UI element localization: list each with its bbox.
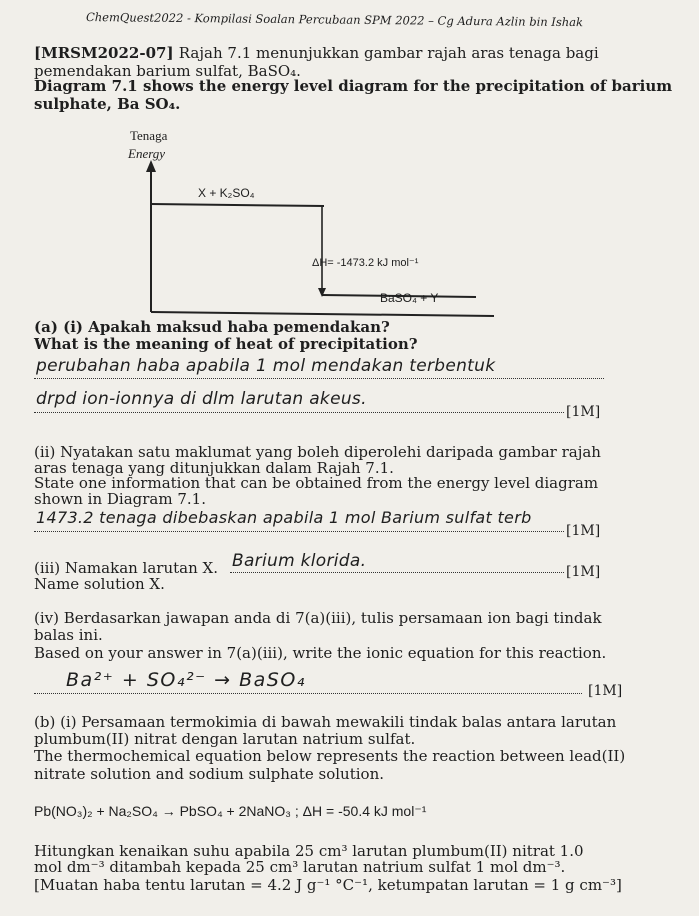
- calculation-line-3: [Muatan haba tentu larutan = 4.2 J g⁻¹ °C⁻¹, ketumpatan larutan = 1 g cm⁻³]: [34, 876, 622, 894]
- answer-a-i-line-1: perubahan haba apabila 1 mol mendakan terbentuk: [36, 356, 496, 376]
- mark-a-i: [1M]: [566, 404, 601, 420]
- answer-line: [34, 531, 564, 532]
- energy-level-diagram: [0, 0, 699, 330]
- intro-english-2: sulphate, Ba SO₄.: [34, 95, 181, 113]
- energy-label-english: Energy: [128, 146, 166, 161]
- question-a-iv-english: Based on your answer in 7(a)(iii), write the ionic equation for this reaction.: [34, 644, 607, 662]
- energy-label-malay: Tenaga: [130, 128, 168, 143]
- question-a-iii-english: [34, 575, 165, 593]
- question-a-i-malay: (a) (i) Apakah maksud haba pemendakan?: [34, 318, 390, 336]
- question-a-iii-malay: (iii) Namakan larutan X.: [34, 559, 218, 577]
- answer-a-i-line-2: drpd ion-ionnya di dlm larutan akeus.: [36, 389, 367, 409]
- reactant-level: [151, 204, 324, 206]
- intro-malay-2: pemendakan barium sulfat, BaSO₄.: [34, 62, 301, 80]
- answer-line: [230, 572, 564, 573]
- answer-a-iii: Barium klorida.: [232, 551, 367, 571]
- answer-line: [34, 693, 582, 694]
- question-code: [MRSM2022-07]: [34, 44, 174, 62]
- answer-line: [34, 412, 564, 413]
- question-a-iv-malay-2: balas ini.: [34, 626, 103, 644]
- question-a-iv-malay-1: (iv) Berdasarkan jawapan anda di 7(a)(iii), tulis persamaan ion bagi tindak: [34, 609, 602, 627]
- calculation-line-1: Hitungkan kenaikan suhu apabila 25 cm³ larutan plumbum(II) nitrat 1.0: [34, 842, 584, 860]
- question-a-ii-english-2: shown in Diagram 7.1.: [34, 490, 206, 508]
- baseline-axis: [151, 312, 494, 316]
- delta-h-label: ΔH= -1473.2 kJ mol⁻¹: [312, 257, 419, 269]
- thermochemical-equation: Pb(NO₃)₂ + Na₂SO₄ → PbSO₄ + 2NaNO₃ ; ΔH = -50.4 kJ mol⁻¹: [34, 803, 427, 819]
- question-a-ii-english-1: State one information that can be obtained from the energy level diagram: [34, 474, 599, 492]
- answer-a-iv: Ba²⁺ + SO₄²⁻ → BaSO₄: [66, 669, 306, 691]
- calculation-line-2: mol dm⁻³ ditambah kepada 25 cm³ larutan natrium sulfat 1 mol dm⁻³.: [34, 858, 566, 876]
- products-label: BaSO₄ + Y: [380, 291, 439, 305]
- intro-english-1: Diagram 7.1 shows the energy level diagram for the precipitation of barium: [34, 77, 673, 95]
- answer-line: [34, 378, 604, 379]
- page-header: ChemQuest2022 - Kompilasi Soalan Percubaan SPM 2022 – Cg Adura Azlin bin Ishak: [85, 10, 584, 30]
- mark-a-ii: [1M]: [566, 523, 601, 539]
- question-b-i-english-2: nitrate solution and sodium sulphate solution.: [34, 765, 385, 783]
- question-a-i-english: What is the meaning of heat of precipitation?: [34, 335, 418, 353]
- intro-malay-1: Rajah 7.1 menunjukkan gambar rajah aras tenaga bagi: [178, 44, 599, 62]
- mark-a-iv: [1M]: [588, 683, 623, 699]
- question-b-i-malay-1: (b) (i) Persamaan termokimia di bawah mewakili tindak balas antara larutan: [34, 713, 617, 731]
- mark-a-iii: [1M]: [566, 564, 601, 580]
- reactants-label: X + K₂SO₄: [198, 186, 255, 200]
- question-b-i-malay-2: plumbum(II) nitrat dengan larutan natrium sulfat.: [34, 730, 416, 748]
- question-b-i-english-1: The thermochemical equation below represents the reaction between lead(II): [34, 747, 626, 765]
- question-a-ii-malay-1: (ii) Nyatakan satu maklumat yang boleh diperolehi daripada gambar rajah: [34, 443, 601, 461]
- question-a-ii-malay-2: aras tenaga yang ditunjukkan dalam Rajah 7.1.: [34, 459, 394, 477]
- question-a-iii-english-text: Name solution X.: [34, 575, 165, 593]
- answer-a-ii: 1473.2 tenaga dibebaskan apabila 1 mol Barium sulfat terb: [36, 508, 532, 527]
